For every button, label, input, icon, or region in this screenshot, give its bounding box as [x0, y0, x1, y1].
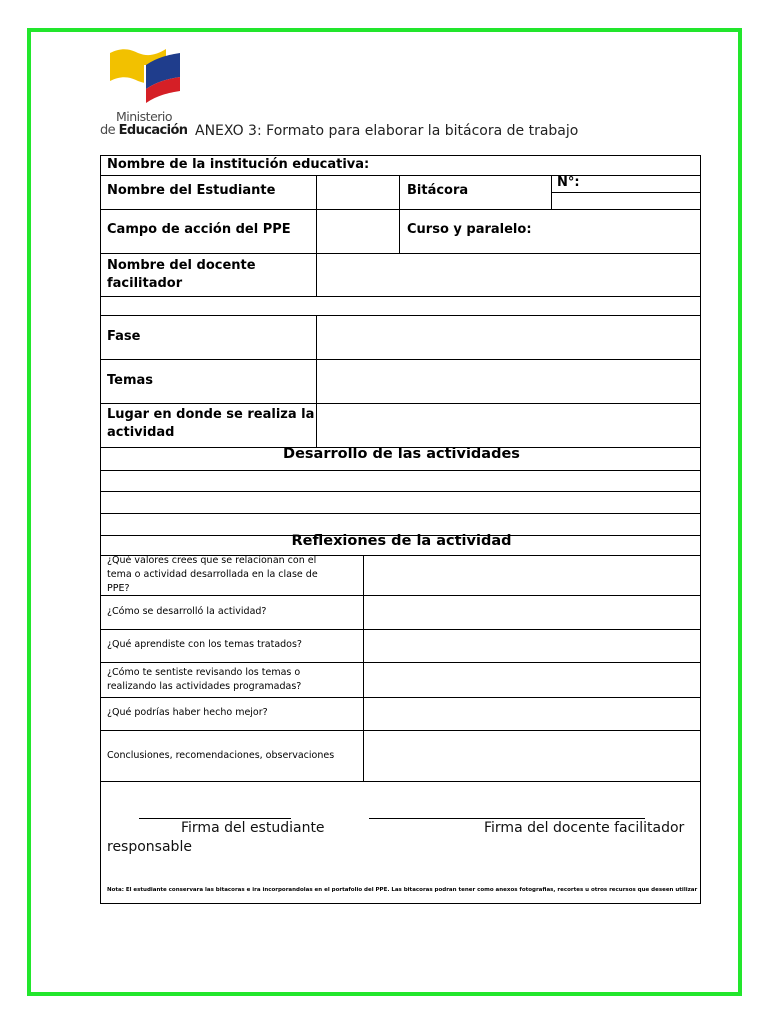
- institution-label: Nombre de la institución educativa:: [107, 157, 370, 172]
- reflections-heading: Reflexiones de la actividad: [291, 533, 512, 549]
- table-grid-line: [101, 296, 700, 297]
- footnote: Nota: El estudiante conservara las bitacoras e ira incorporandolas en el portafolio del PPE. Las bitacoras podran tener como anexos fotografias, recortes u otros recursos que deseen utilizar: [107, 887, 698, 893]
- course-label: Curso y paralelo:: [407, 222, 532, 237]
- bitacora-label: Bitácora: [407, 183, 469, 198]
- table-grid-line: [316, 315, 317, 448]
- table-grid-line: [551, 192, 700, 193]
- topics-label: Temas: [107, 373, 154, 388]
- table-grid-line: [101, 781, 700, 782]
- logo-text-educacion: [100, 123, 187, 138]
- table-grid-line: [101, 629, 700, 630]
- table-grid-line: [101, 730, 700, 731]
- logo-text-ministerio: Ministerio: [116, 109, 173, 124]
- question-values-line3: PPE?: [107, 583, 130, 594]
- question-values-line1: ¿Qué valores crees que se relacionan con el: [107, 555, 317, 566]
- logo-text-prefix: de: [100, 123, 119, 138]
- table-grid-line: [101, 175, 700, 176]
- place-label-line2: actividad: [107, 425, 175, 440]
- bitacora-form: [100, 155, 701, 904]
- question-development: ¿Cómo se desarrolló la actividad?: [107, 606, 267, 617]
- conclusions-label: Conclusiones, recomendaciones, observaciones: [107, 750, 335, 761]
- student-signature-line: [139, 818, 291, 819]
- table-grid-line: [316, 175, 317, 297]
- teacher-signature-label: Firma del docente facilitador: [484, 820, 685, 836]
- table-grid-line: [101, 697, 700, 698]
- teacher-label-line2: facilitador: [107, 276, 183, 291]
- place-label-line1: Lugar en donde se realiza la: [107, 407, 315, 422]
- table-grid-line: [551, 175, 552, 210]
- number-label: N°:: [557, 175, 580, 190]
- teacher-label-line1: Nombre del docente: [107, 258, 256, 273]
- table-grid-line: [101, 513, 700, 514]
- table-grid-line: [101, 359, 700, 360]
- question-improve: ¿Qué podrías haber hecho mejor?: [107, 707, 268, 718]
- table-grid-line: [363, 555, 364, 782]
- student-name-label: Nombre del Estudiante: [107, 183, 276, 198]
- phase-label: Fase: [107, 329, 141, 344]
- teacher-signature-line: [369, 818, 645, 819]
- student-signature-label-line2: responsable: [107, 839, 192, 855]
- question-values-line2: tema o actividad desarrollada en la clase de: [107, 569, 318, 580]
- question-feelings-line1: ¿Cómo te sentiste revisando los temas o: [107, 667, 301, 678]
- question-learned: ¿Qué aprendiste con los temas tratados?: [107, 639, 302, 650]
- table-grid-line: [101, 209, 700, 210]
- table-grid-line: [399, 175, 400, 254]
- table-grid-line: [101, 662, 700, 663]
- field-of-action-label: Campo de acción del PPE: [107, 222, 291, 237]
- ministerio-logo: [100, 47, 192, 143]
- activities-heading: Desarrollo de las actividades: [283, 446, 520, 462]
- table-grid-line: [101, 491, 700, 492]
- table-grid-line: [101, 315, 700, 316]
- table-grid-line: [101, 470, 700, 471]
- question-feelings-line2: realizando las actividades programadas?: [107, 681, 302, 692]
- table-grid-line: [101, 403, 700, 404]
- logo-text-bold: Educación: [118, 123, 188, 138]
- document-title: ANEXO 3: Formato para elaborar la bitácora de trabajo: [195, 123, 579, 139]
- table-grid-line: [101, 253, 700, 254]
- student-signature-label: Firma del estudiante: [181, 820, 325, 836]
- flag-emblem-icon: [108, 47, 184, 107]
